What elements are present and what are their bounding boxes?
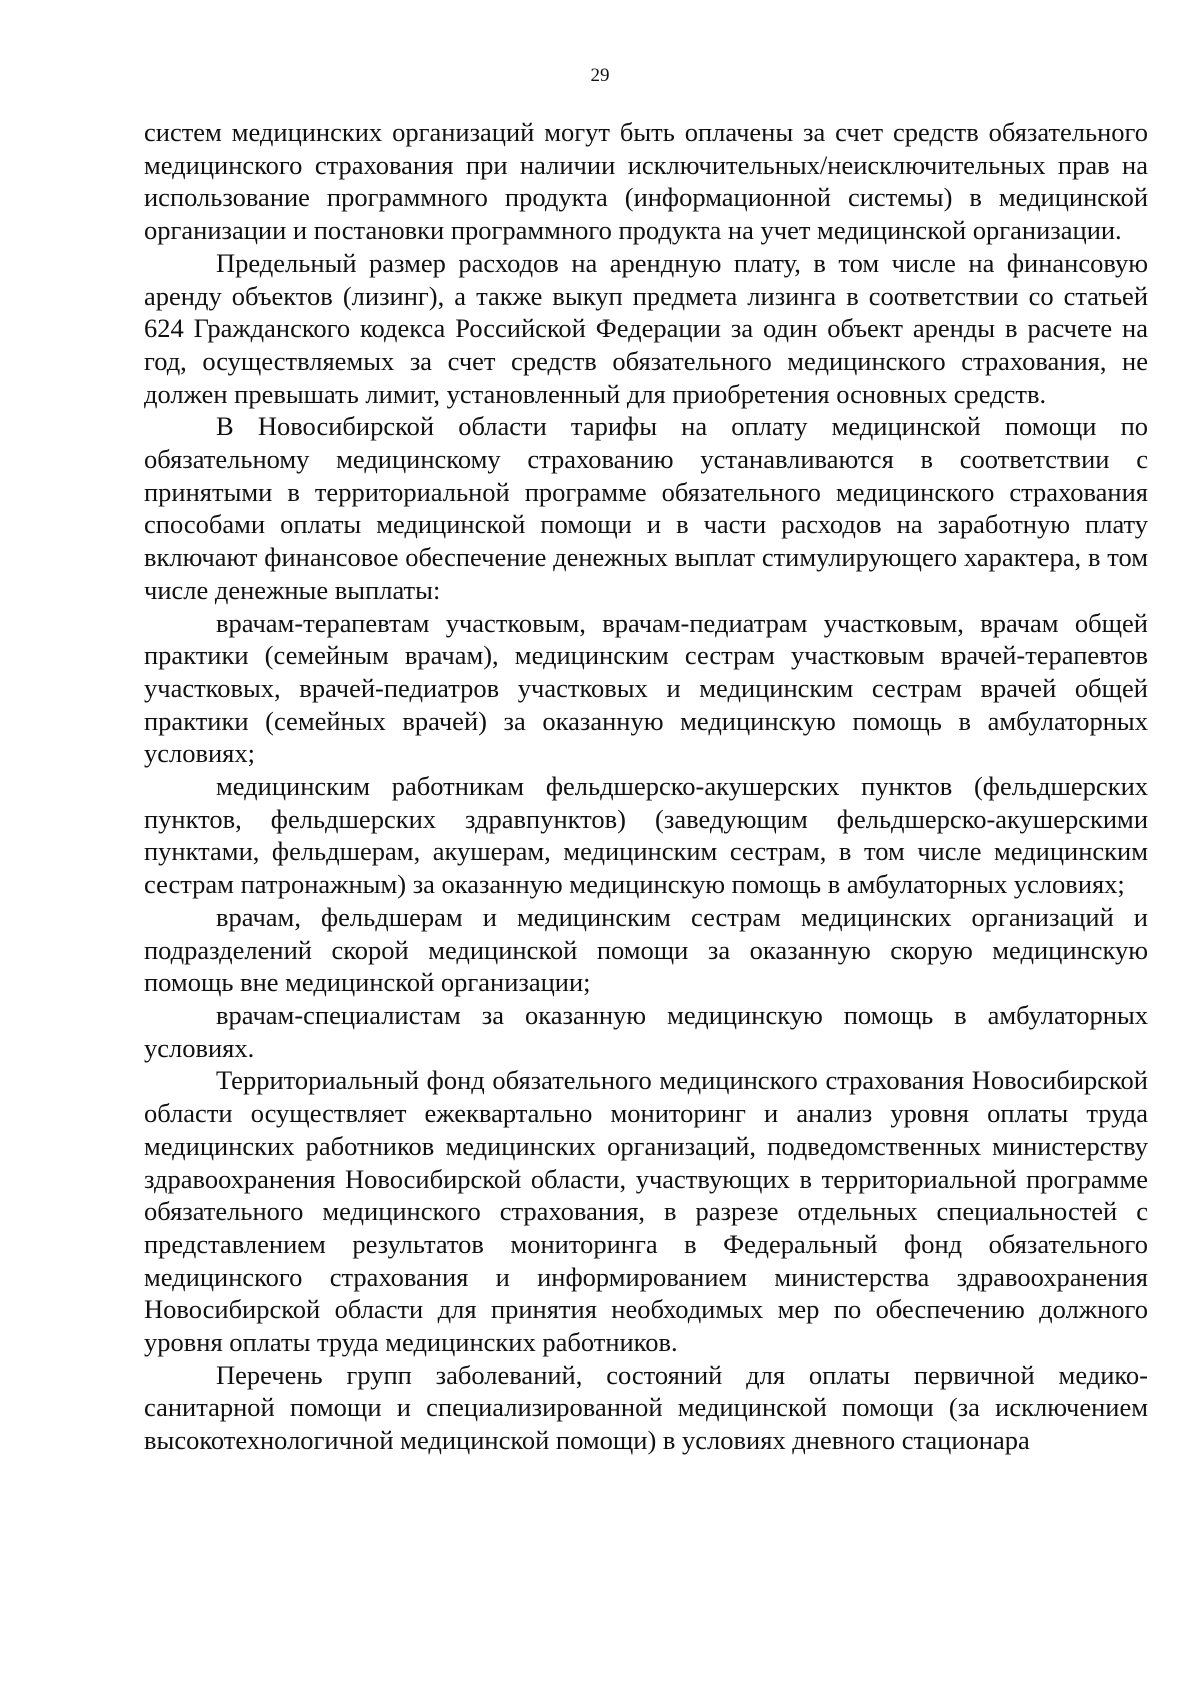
list-item-feldsher-points: медицинским работникам фельдшерско-акушерских пунктов (фельдшерских пунктов, фельдшерских здравпунктов) (заведующим фельдшерско-акушерскими пунктами, фельдшерам, акушерам, медицинским сестрам, в том числе медицинским сестрам патронажным) за оказанную медицинскую помощь в амбулаторных условиях; bbox=[144, 771, 1148, 900]
list-item-specialists: врачам-специалистам за оказанную медицинскую помощь в амбулаторных условиях. bbox=[144, 999, 1148, 1063]
paragraph-lease-limit: Предельный размер расходов на арендную плату, в том числе на финансовую аренду объектов (лизинг), а также выкуп предмета лизинга в соответствии со статьей 624 Гражданского кодекса Российской Федерации за один объект аренды в расчете на год, осуществляемых за счет средств обязательного медицинского страхования, не должен превышать лимит, установленный для приобретения основных средств. bbox=[144, 247, 1148, 409]
list-item-emergency-care: врачам, фельдшерам и медицинским сестрам медицинских организаций и подразделений скорой медицинской помощи за оказанную скорую медицинскую помощь вне медицинской организации; bbox=[144, 901, 1148, 998]
paragraph-continuation: систем медицинских организаций могут быть оплачены за счет средств обязательного медицинского страхования при наличии исключительных/неисключительных прав на использование программного продукта (информационной системы) в медицинской организации и постановки программного продукта на учет медицинской организации. bbox=[144, 117, 1148, 246]
paragraph-monitoring: Территориальный фонд обязательного медицинского страхования Новосибирской области осуществляет ежеквартально мониторинг и анализ уровня оплаты труда медицинских работников медицинских организаций, подведомственных министерству здравоохранения Новосибирской области, участвующих в территориальной программе обязательного медицинского страхования, в разрезе отдельных специальностей с представлением результатов мониторинга в Федеральный фонд обязательного медицинского страхования и информированием министерства здравоохранения Новосибирской области для принятия необходимых мер по обеспечению должного уровня оплаты труда медицинских работников. bbox=[144, 1065, 1148, 1358]
page-number: 29 bbox=[590, 65, 610, 86]
document-body bbox=[144, 116, 1148, 1457]
paragraph-tariffs: В Новосибирской области тарифы на оплату медицинской помощи по обязательному медицинскому страхованию устанавливаются в соответствии с принятыми в территориальной программе обязательного медицинского страхования способами оплаты медицинской помощи и в части расходов на заработную плату включают финансовое обеспечение денежных выплат стимулирующего характера, в том числе денежные выплаты: bbox=[144, 411, 1148, 605]
list-item-district-doctors: врачам-терапевтам участковым, врачам-педиатрам участковым, врачам общей практики (семейным врачам), медицинским сестрам участковым врачей-терапевтов участковых, врачей-педиатров участковых и медицинским сестрам врачей общей практики (семейных врачей) за оказанную медицинскую помощь в амбулаторных условиях; bbox=[144, 607, 1148, 769]
paragraph-disease-groups: Перечень групп заболеваний, состояний для оплаты первичной медико-санитарной помощи и специализированной медицинской помощи (за исключением высокотехнологичной медицинской помощи) в условиях дневного стационара bbox=[144, 1359, 1148, 1456]
